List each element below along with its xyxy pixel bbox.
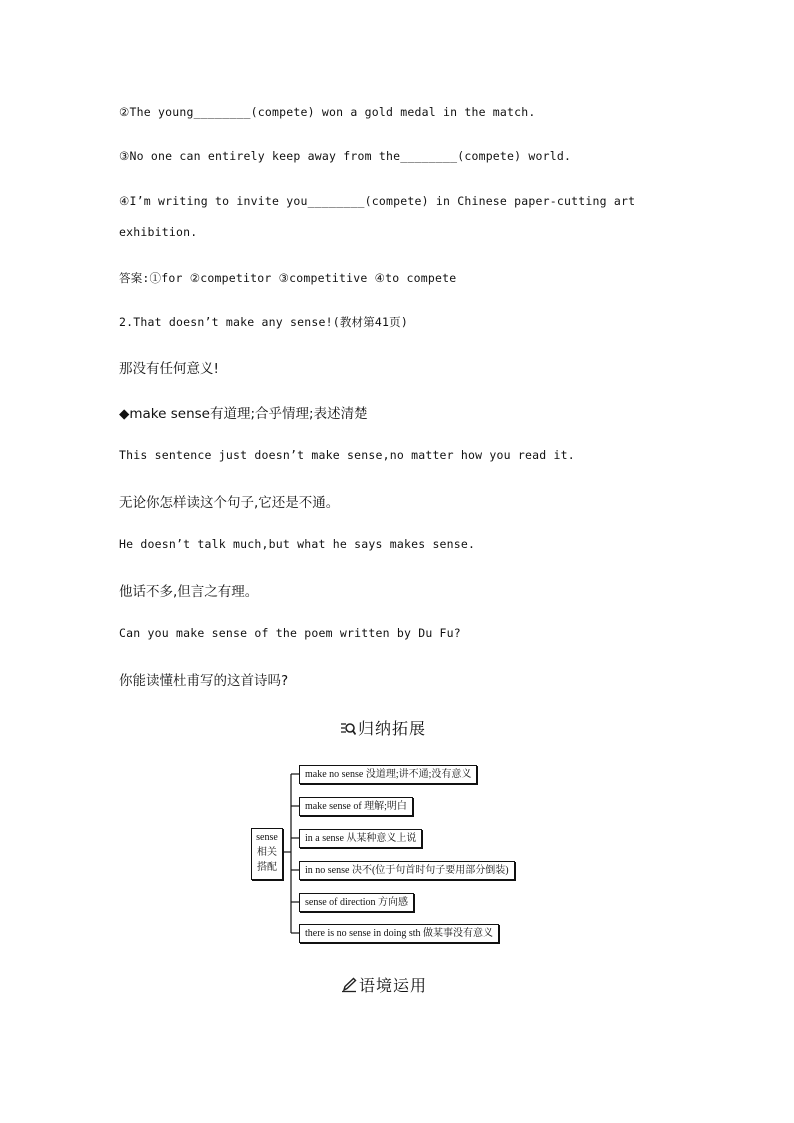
summary-heading [340,716,426,739]
usage-heading [341,973,427,996]
item-2-heading: 2.That doesn’t make any sense!(教材第41页) [119,315,409,329]
exercise-line-4: ④I’m writing to invite you________(compete) in Chinese paper-cutting art [119,194,636,208]
diagram-root-node [251,828,283,880]
summary-heading-text: 归纳拓展 [358,719,427,738]
branch-sense-of-direction: sense of direction 方向感 [299,893,414,912]
branch-make-no-sense: make no sense 没道理;讲不通;没有意义 [299,765,477,784]
root-line-2: 相关 [257,847,277,858]
example-3: Can you make sense of the poem written by Du Fu? [119,626,461,640]
exercise-line-3: ③No one can entirely keep away from the________(compete) world. [119,149,572,163]
example-1-translation: 无论你怎样读这个句子,它还是不通。 [119,495,340,511]
example-2-translation: 他话不多,但言之有理。 [119,584,259,600]
root-line-1: sense [256,832,278,843]
exercise-line-2: ②The young________(compete) won a gold medal in the match. [119,105,536,119]
pencil-icon [341,977,357,993]
usage-heading-text: 语境运用 [359,976,428,995]
branch-in-a-sense: in a sense 从某种意义上说 [299,829,422,848]
example-2: He doesn’t talk much,but what he says makes sense. [119,537,476,551]
branch-no-sense-in-doing: there is no sense in doing sth 做某事没有意义 [299,924,499,943]
branch-in-no-sense: in no sense 决不(位于句首时句子要用部分倒装) [299,861,515,880]
magnifier-icon [340,720,356,736]
root-line-3: 搭配 [257,862,277,873]
branch-make-sense-of: make sense of 理解;明白 [299,797,413,816]
example-3-translation: 你能读懂杜甫写的这首诗吗? [119,673,289,689]
example-1: This sentence just doesn’t make sense,no matter how you read it. [119,448,575,462]
phrase-definition: ◆make sense有道理;合乎情理;表述清楚 [119,406,368,422]
exercise-line-4-cont: exhibition. [119,225,198,239]
answer-line: 答案:①for ②competitor ③competitive ④to compete [119,271,457,285]
item-2-translation: 那没有任何意义! [119,361,219,377]
